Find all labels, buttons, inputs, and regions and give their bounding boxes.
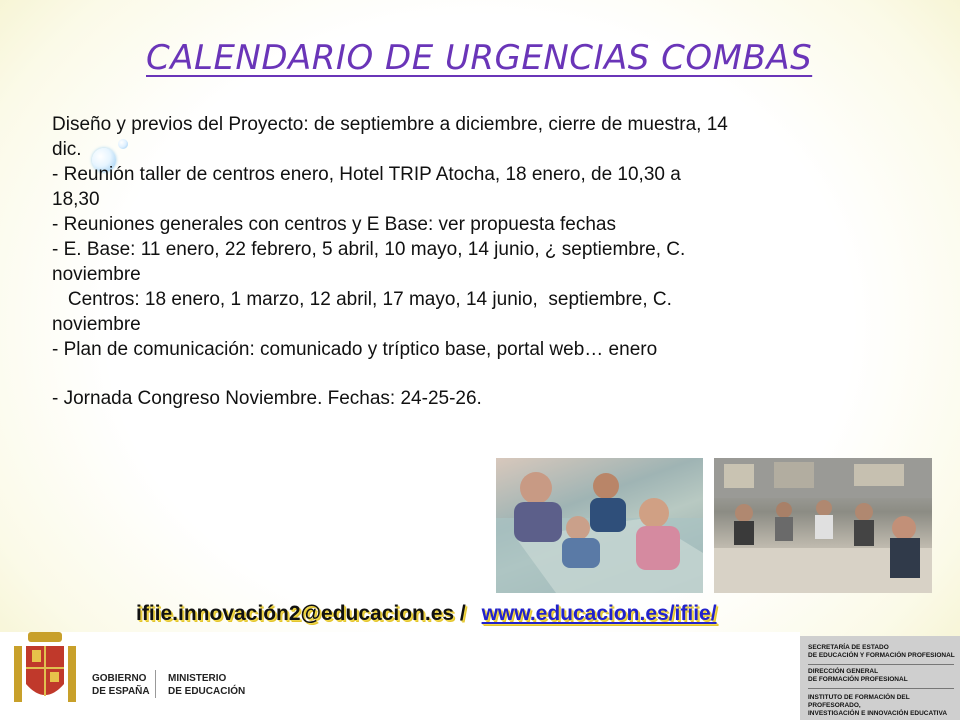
- gobierno-logo-text: [92, 672, 150, 698]
- body-line: - E. Base: 11 enero, 22 febrero, 5 abril, 10 mayo, 14 junio, ¿ septiembre, C.: [52, 239, 686, 260]
- coat-of-arms-logo: [10, 632, 80, 712]
- body-line: noviembre: [52, 314, 141, 335]
- secretaria-line: SECRETARÍA DE ESTADO: [808, 644, 889, 651]
- classroom-photo-meeting: [714, 458, 932, 593]
- ministerio-logo-text: [168, 672, 245, 698]
- slide-body: [52, 112, 912, 411]
- logo-divider: [155, 670, 156, 698]
- spacer: [52, 362, 912, 386]
- secretaria-line: DE EDUCACIÓN Y FORMACIÓN PROFESIONAL: [808, 652, 955, 659]
- body-line: - Reunión taller de centros enero, Hotel TRIP Atocha, 18 enero, de 10,30 a: [52, 164, 681, 185]
- direccion-block: [808, 668, 958, 684]
- contact-line: [136, 602, 717, 626]
- body-line: dic.: [52, 139, 82, 160]
- body-line: Diseño y previos del Proyecto: de septiembre a diciembre, cierre de muestra, 14: [52, 114, 728, 135]
- body-line: 18,30: [52, 189, 100, 210]
- website-link[interactable]: www.educacion.es/ifiie/: [481, 602, 717, 625]
- ministerio-line: MINISTERIO: [168, 673, 227, 684]
- panel-divider: [808, 688, 954, 689]
- ministerio-line: DE EDUCACIÓN: [168, 686, 246, 697]
- gobierno-line: DE ESPAÑA: [92, 686, 150, 697]
- instituto-block: [808, 694, 958, 718]
- classroom-photo-children: [496, 458, 703, 593]
- direccion-line: DE FORMACIÓN PROFESIONAL: [808, 676, 908, 683]
- panel-divider: [808, 664, 954, 665]
- direccion-line: DIRECCIÓN GENERAL: [808, 668, 879, 675]
- body-line: noviembre: [52, 264, 141, 285]
- contact-email: ifiie.innovación2@educacion.es /: [136, 602, 466, 625]
- secretaria-block: [808, 644, 958, 660]
- slide-title: CALENDARIO DE URGENCIAS COMBAS: [146, 38, 813, 78]
- instituto-line: INVESTIGACIÓN E INNOVACIÓN EDUCATIVA: [808, 710, 948, 717]
- body-line: - Plan de comunicación: comunicado y tríptico base, portal web… enero: [52, 339, 658, 360]
- body-line: Centros: 18 enero, 1 marzo, 12 abril, 17 mayo, 14 junio, septiembre, C.: [52, 289, 672, 310]
- body-line: - Jornada Congreso Noviembre. Fechas: 24-25-26.: [52, 388, 482, 409]
- instituto-line: INSTITUTO DE FORMACIÓN DEL PROFESORADO,: [808, 694, 910, 709]
- gobierno-line: GOBIERNO: [92, 673, 147, 684]
- body-line: - Reuniones generales con centros y E Base: ver propuesta fechas: [52, 214, 616, 235]
- institution-panel: [800, 636, 960, 720]
